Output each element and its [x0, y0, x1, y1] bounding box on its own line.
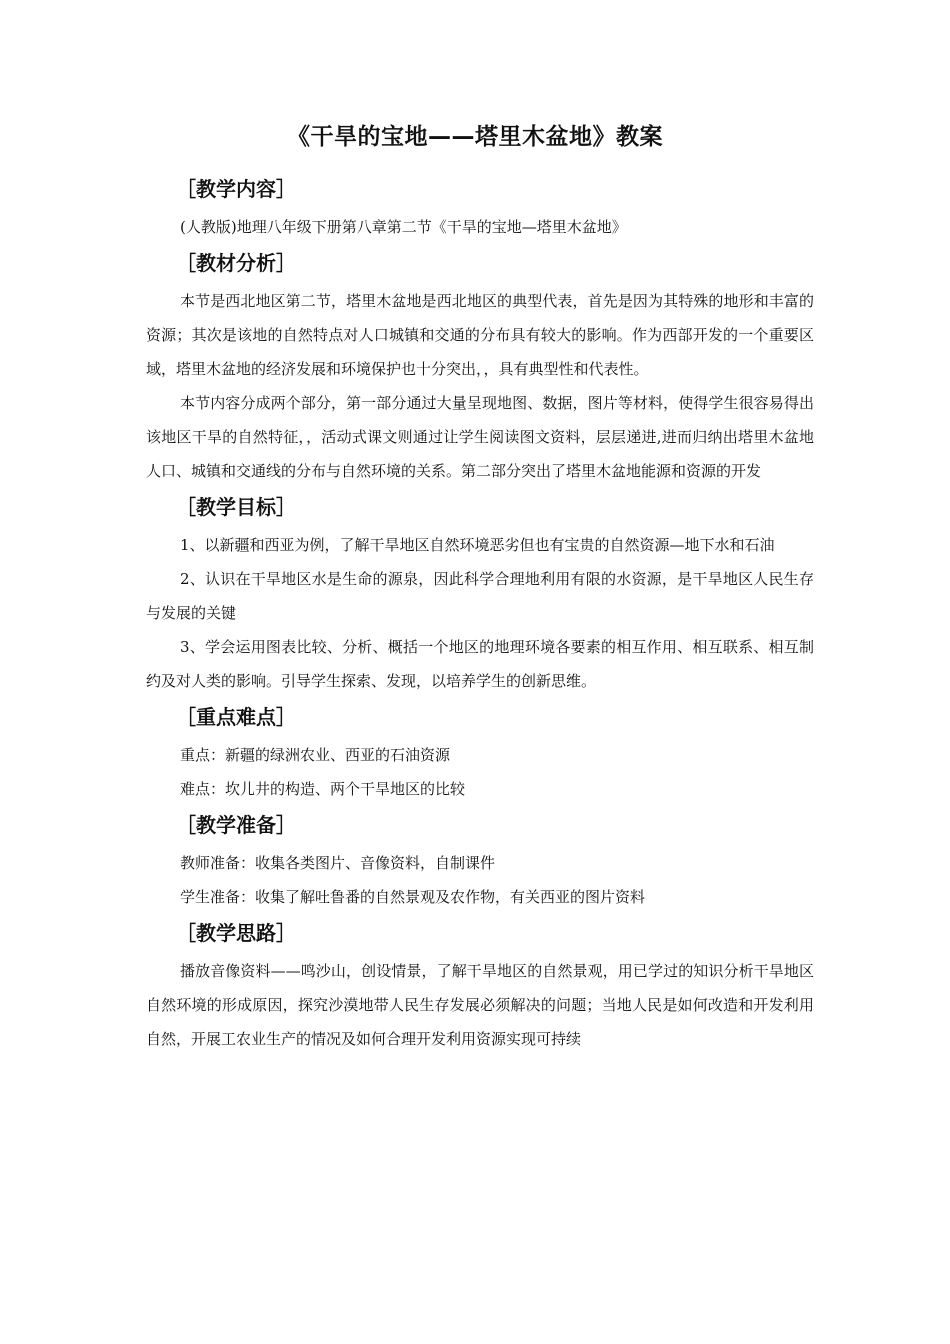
section-heading-teaching-preparation: ［教学准备］ — [176, 813, 296, 837]
section-heading-teaching-approach: ［教学思路］ — [176, 921, 296, 945]
section-heading-teaching-content: ［教学内容］ — [176, 177, 296, 201]
paragraph-textbook-analysis-2: 本节内容分成两个部分，第一部分通过大量呈现地图、数据，图片等材料，使得学生很容易得出该地区干旱的自然特征，，活动式课文则通过让学生阅读图文资料，层层递进,进而归纳出塔里木盆地人口、城镇和交通线的分布与自然环境的关系。第二部分突出了塔里木盆地能源和资源的开发 — [146, 394, 814, 480]
document-title: 《干旱的宝地——塔里木盆地》教案 — [287, 124, 663, 150]
paragraph-teacher-preparation: 教师准备：收集各类图片、音像资料，自制课件 — [180, 854, 496, 872]
paragraph-teaching-content: (人教版)地理八年级下册第八章第二节《干旱的宝地—塔里木盆地》 — [180, 218, 627, 236]
section-heading-teaching-objectives: ［教学目标］ — [176, 495, 296, 519]
paragraph-key-point: 重点：新疆的绿洲农业、西亚的石油资源 — [180, 746, 451, 764]
document-body — [146, 170, 814, 1056]
paragraph-objective-1: 1、以新疆和西亚为例，了解干旱地区自然环境恶劣但也有宝贵的自然资源—地下水和石油 — [180, 536, 775, 554]
paragraph-textbook-analysis-1: 本节是西北地区第二节，塔里木盆地是西北地区的典型代表，首先是因为其特殊的地形和丰富的资源；其次是该地的自然特点对人口城镇和交通的分布具有较大的影响。作为西部开发的一个重要区域，塔里木盆地的经济发展和环境保护也十分突出，，具有典型性和代表性。 — [146, 292, 814, 378]
paragraph-student-preparation: 学生准备：收集了解吐鲁番的自然景观及农作物，有关西亚的图片资料 — [180, 888, 646, 906]
paragraph-difficult-point: 难点：坎儿井的构造、两个干旱地区的比较 — [180, 780, 466, 798]
paragraph-objective-2: 2、认识在干旱地区水是生命的源泉，因此科学合理地利用有限的水资源，是干旱地区人民生存与发展的关键 — [146, 570, 814, 622]
paragraph-objective-3: 3、学会运用图表比较、分析、概括一个地区的地理环境各要素的相互作用、相互联系、相互制约及对人类的影响。引导学生探索、发现，以培养学生的创新思维。 — [146, 638, 814, 690]
section-heading-textbook-analysis: ［教材分析］ — [176, 251, 296, 275]
paragraph-teaching-approach: 播放音像资料——鸣沙山，创设情景，了解干旱地区的自然景观，用已学过的知识分析干旱地区自然环境的形成原因，探究沙漠地带人民生存发展必须解决的问题；当地人民是如何改造和开发利用自然，开展工农业生产的情况及如何合理开发利用资源实现可持续 — [146, 962, 814, 1048]
section-heading-key-points: ［重点难点］ — [176, 705, 296, 729]
